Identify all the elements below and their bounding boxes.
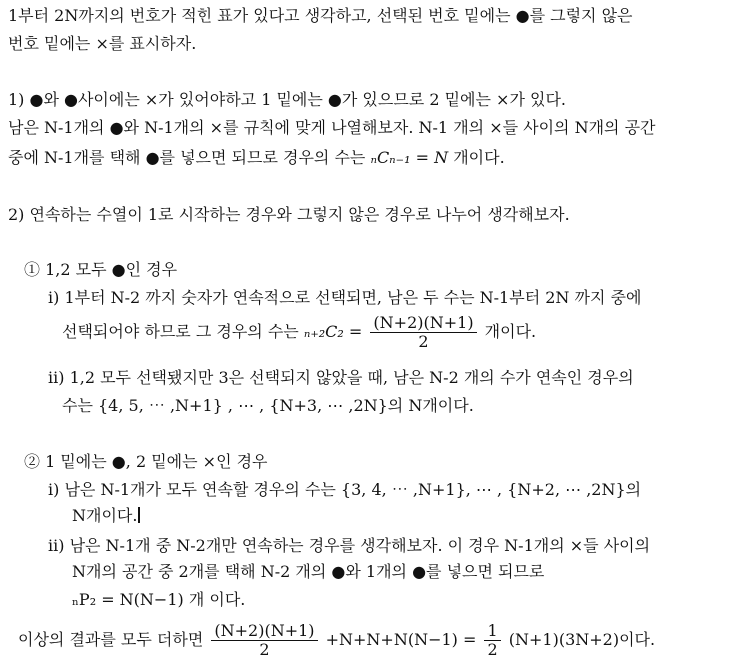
part1-line-3-end: 개이다. — [453, 148, 505, 167]
conclusion-fraction-1-denominator: 2 — [259, 640, 270, 659]
part1-line-3-text: 중에 N-1개를 택해 ●를 넣으면 되므로 경우의 수는 — [8, 148, 366, 167]
case2-i-line-1: ⅰ) 남은 N-1개가 모두 연속할 경우의 수는 {3, 4, ⋯ ,N+1}, ⋯ , {N+2, ⋯ ,2N}의 — [48, 480, 642, 499]
conclusion-fraction-2-denominator: 2 — [487, 640, 498, 659]
case1-combination: ₙ₊₂C₂ = — [303, 322, 363, 341]
case1-i-line-1: ⅰ) 1부터 N-2 까지 숫자가 연속적으로 선택되면, 남은 두 수는 N-1부터 2N 까지 중에 — [48, 288, 642, 307]
case1-i-line-2 — [62, 312, 536, 352]
part2-heading: 2) 연속하는 수열이 1로 시작하는 경우와 그렇지 않은 경우로 나누어 생각해보자. — [8, 205, 570, 224]
case2-i-line-2 — [72, 506, 140, 526]
case2-i-line-2-text: N개이다. — [72, 506, 138, 525]
conclusion-text: 이상의 결과를 모두 더하면 — [18, 630, 204, 649]
intro-line-2: 번호 밑에는 ×를 표시하자. — [8, 34, 197, 53]
part1-line-2: 남은 N-1개의 ●와 N-1개의 ×를 규칙에 맞게 나열해보자. N-1 개의 ×들 사이의 N개의 공간 — [8, 118, 656, 137]
case1-fraction-denominator: 2 — [418, 332, 429, 351]
case1-ii-line-1: ⅱ) 1,2 모두 선택됐지만 3은 선택되지 않았을 때, 남은 N-2 개의 수가 연속인 경우의 — [48, 368, 634, 387]
case1-title: ① 1,2 모두 ●인 경우 — [24, 260, 178, 279]
case2-ii-line-1: ⅱ) 남은 N-1개 중 N-2개만 연속하는 경우를 생각해보자. 이 경우 N-1개의 ×들 사이의 — [48, 536, 651, 555]
case1-i-line-2-end: 개이다. — [484, 322, 537, 341]
combination-formula: ₙCₙ₋₁ = N — [370, 148, 449, 167]
conclusion-fraction-2-numerator: 1 — [484, 622, 500, 641]
text-cursor — [138, 507, 140, 523]
case2-ii-line-3: ₙP₂ = N(N−1) 개 이다. — [72, 590, 246, 609]
conclusion-end: (N+1)(3N+2)이다. — [508, 630, 656, 649]
conclusion-fraction-1 — [211, 622, 317, 659]
case1-i-line-2-text: 선택되어야 하므로 그 경우의 수는 — [62, 322, 299, 341]
intro-line-1: 1부터 2N까지의 번호가 적힌 표가 있다고 생각하고, 선택된 번호 밑에는 ●를 그렇지 않은 — [8, 6, 633, 25]
part1-line-1: 1) ●와 ●사이에는 ×가 있어야하고 1 밑에는 ●가 있으므로 2 밑에는 ×가 있다. — [8, 90, 566, 109]
case1-fraction-numerator: (N+2)(N+1) — [370, 314, 476, 333]
case2-ii-line-2: N개의 공간 중 2개를 택해 N-2 개의 ●와 1개의 ●를 넣으면 되므로 — [72, 562, 545, 581]
conclusion-fraction-1-numerator: (N+2)(N+1) — [211, 622, 317, 641]
conclusion-line — [18, 618, 655, 662]
part1-line-3 — [8, 148, 505, 168]
case1-fraction — [370, 314, 476, 351]
conclusion-middle: +N+N+N(N−1) = — [325, 630, 477, 649]
conclusion-fraction-2 — [484, 622, 500, 659]
case2-title: ② 1 밑에는 ●, 2 밑에는 ×인 경우 — [24, 452, 268, 471]
case1-ii-line-2: 수는 {4, 5, ⋯ ,N+1} , ⋯ , {N+3, ⋯ ,2N}의 N개이다. — [62, 396, 474, 415]
